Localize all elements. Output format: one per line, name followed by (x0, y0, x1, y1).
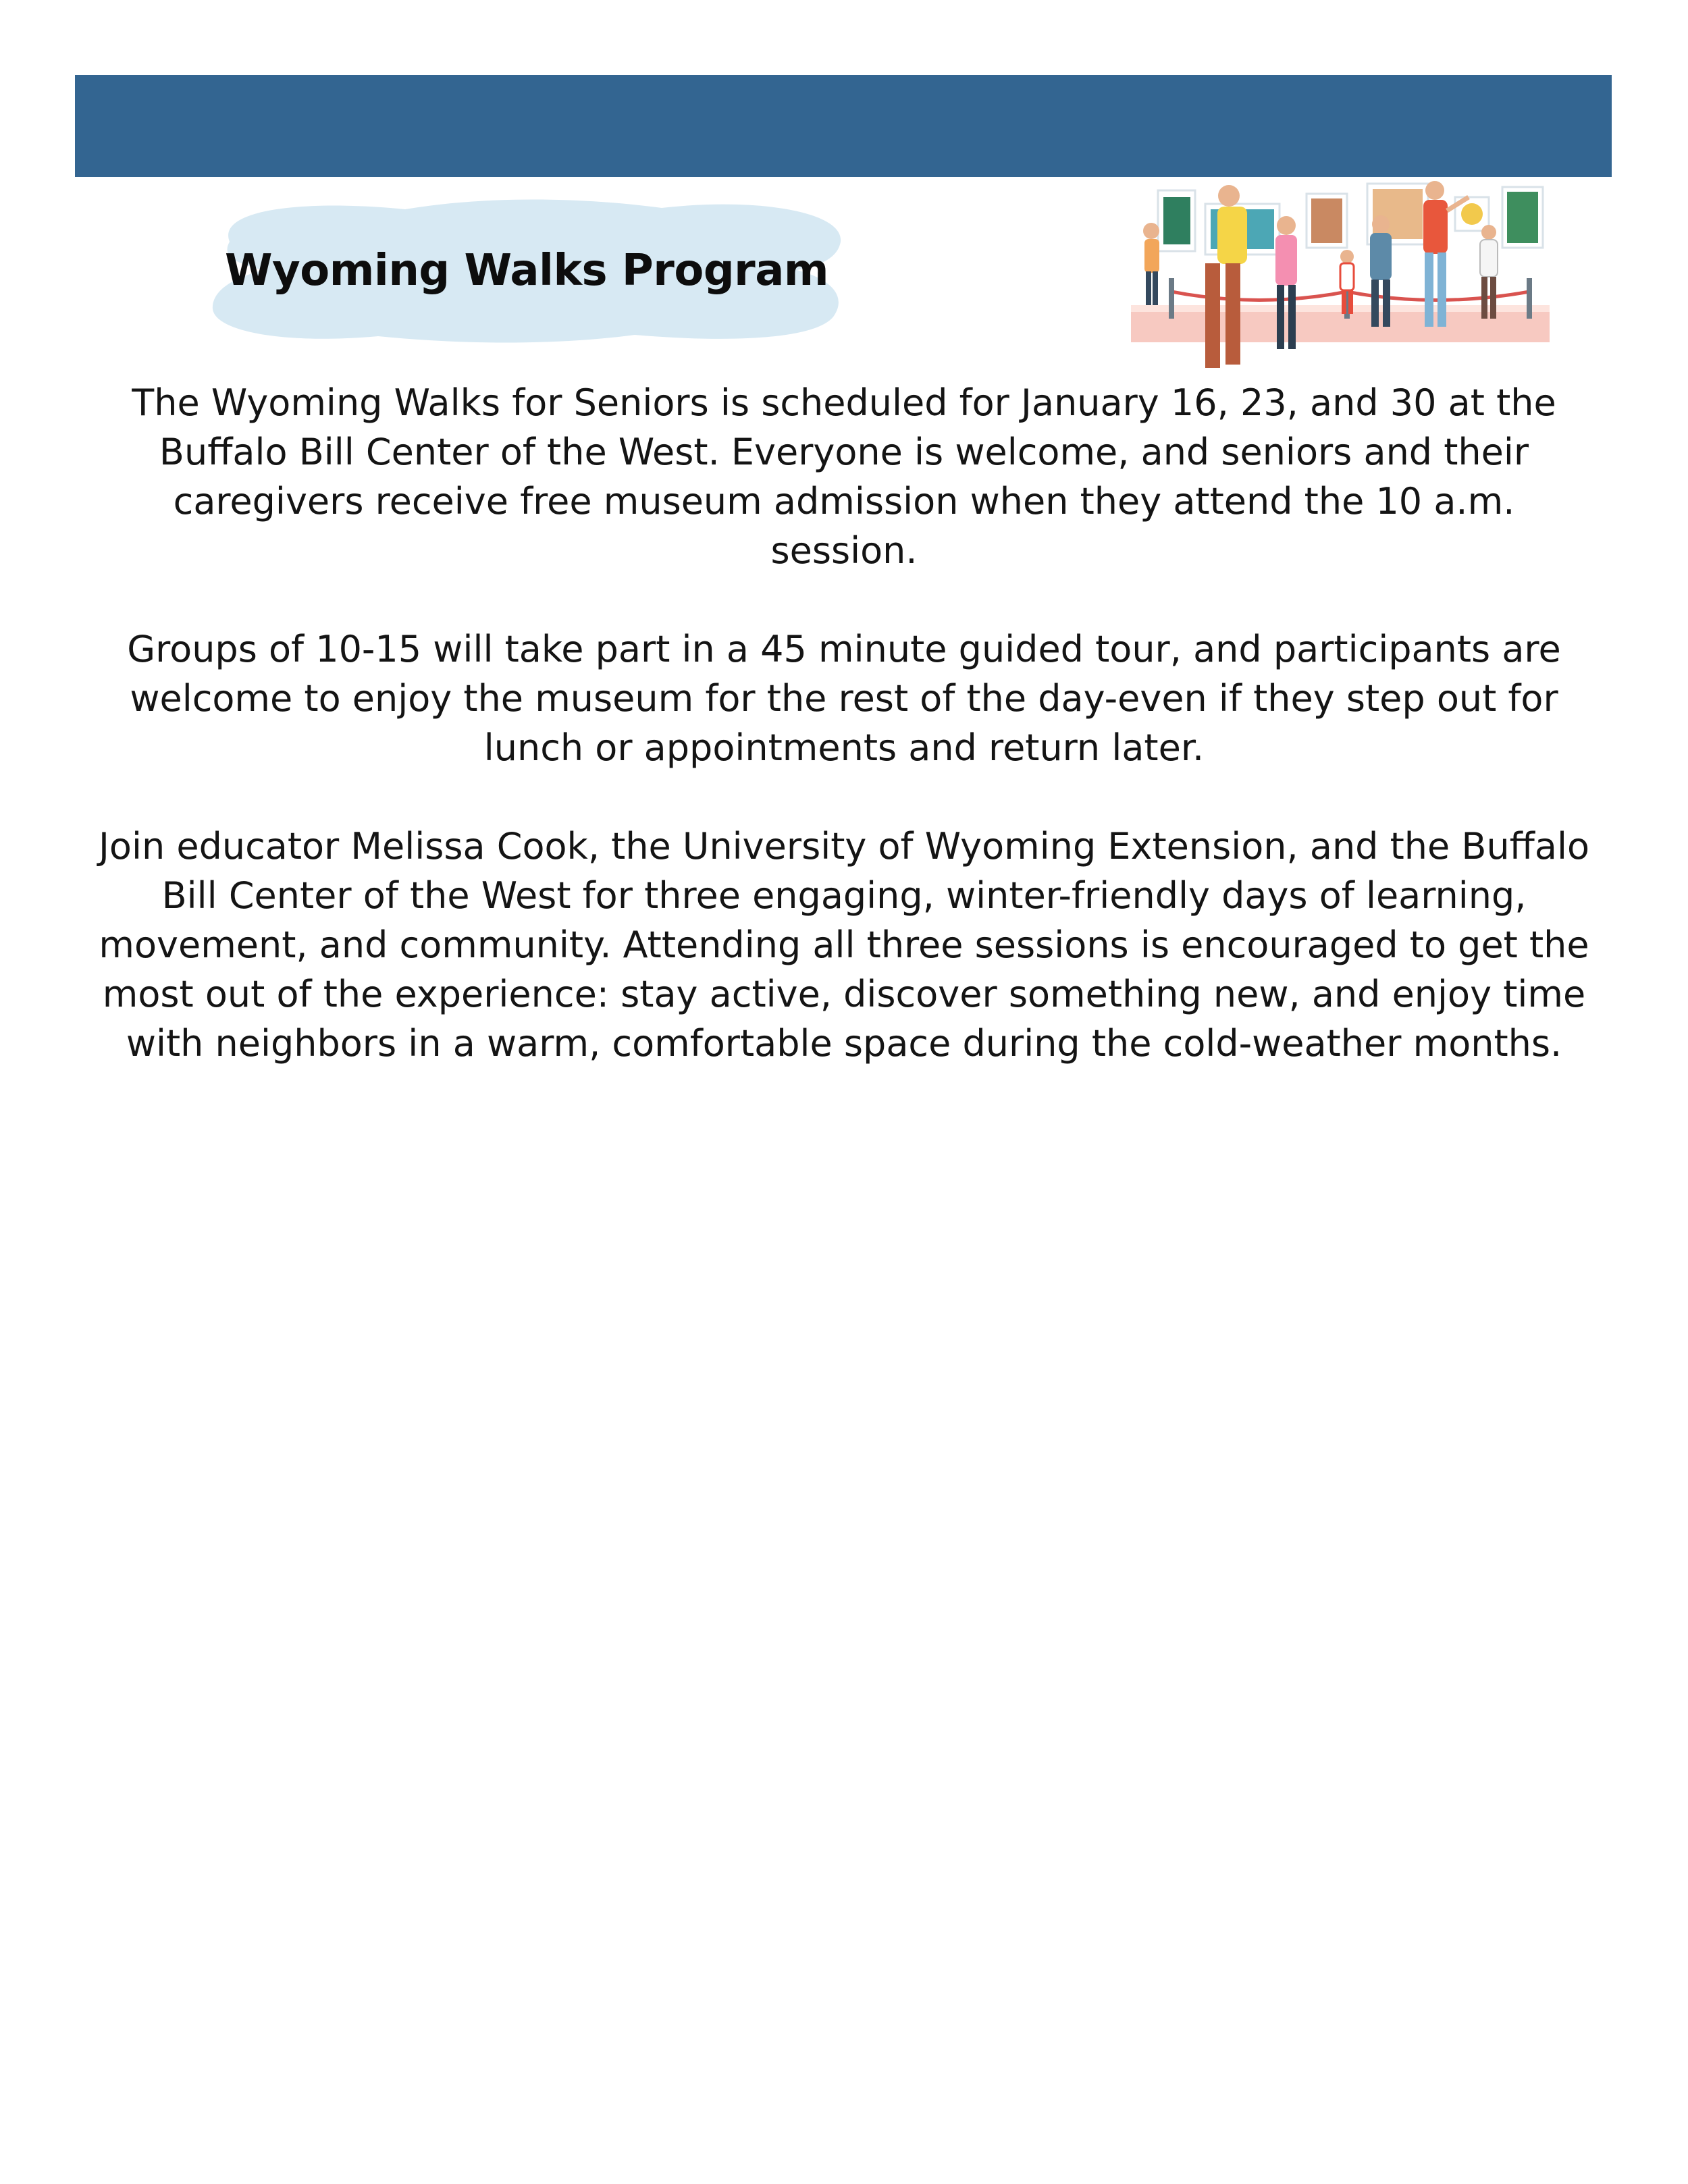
museum-visitors-illustration-icon (1124, 177, 1556, 373)
header-band (75, 75, 1612, 177)
title-cloud (203, 194, 851, 346)
paragraph-groups: Groups of 10-15 will take part in a 45 minute guided tour, and participants are welcome to enjoy the museum for the rest of the day-even if they step out for lunch or appointments and return later. (127, 628, 1561, 769)
paragraph-join: Join educator Melissa Cook, the University of Wyoming Extension, and the Buffalo Bill Center of the West for three engaging, winter-friendly days of learning, movement, and community. Attending all three sessions is encouraged to get the most out of the experience: stay active, discover something new, and enjoy time with neighbors in a warm, comfortable space during the cold-weather months. (98, 825, 1589, 1065)
page-title: Wyoming Walks Program (224, 245, 829, 296)
body-text (95, 378, 1593, 1117)
paragraph-schedule: The Wyoming Walks for Seniors is scheduled for January 16, 23, and 30 at the Buffalo Bill Center of the West. Everyone is welcome, and seniors and their caregivers receive free museum admission when they attend the 10 a.m. session. (132, 381, 1556, 572)
